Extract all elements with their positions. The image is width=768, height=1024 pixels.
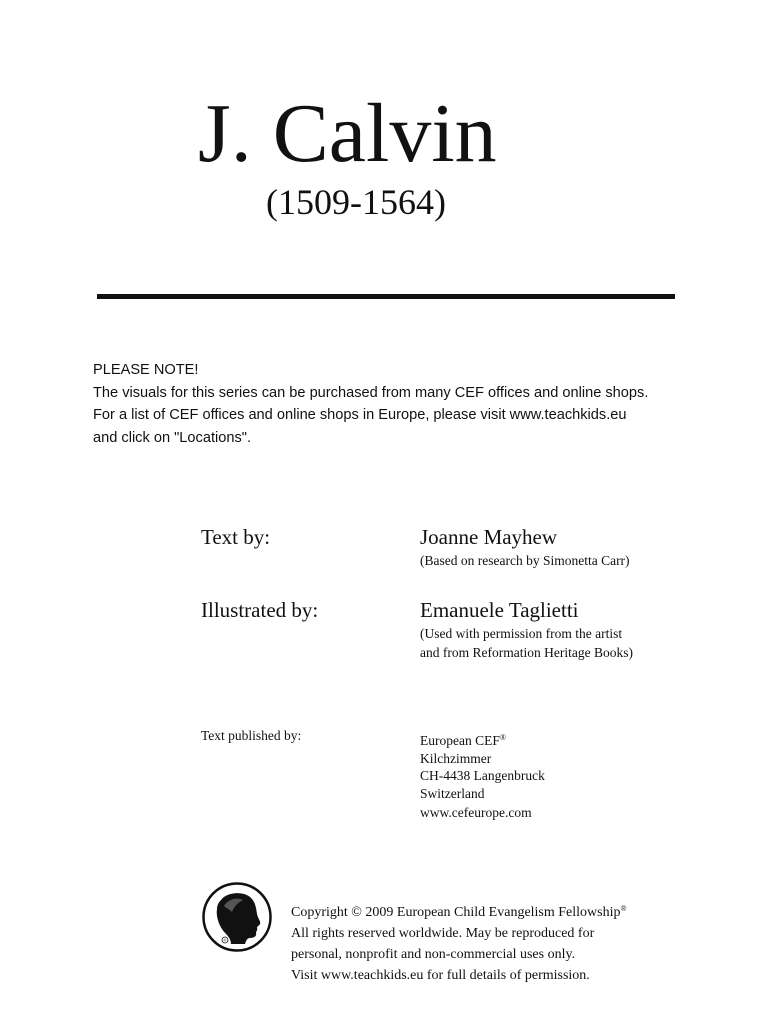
copyright-line (291, 898, 627, 923)
purchase-note (93, 359, 733, 449)
page-title: J. Calvin (198, 87, 497, 180)
publisher-street: Kilchzimmer (420, 750, 492, 766)
text-by-label: Text by: (201, 525, 271, 549)
publisher-org (420, 729, 545, 750)
illustrated-by-note-line: and from Reformation Heritage Books) (420, 644, 633, 660)
copyright-line-text: Copyright © 2009 European Child Evangelism Fellowship (291, 905, 621, 920)
illustrated-by-note (420, 625, 633, 662)
logo-registered-mark: ® (223, 937, 227, 943)
illustrated-by-name: Emanuele Taglietti (420, 598, 579, 622)
registered-mark: ® (620, 904, 627, 913)
publisher-label: Text published by: (201, 728, 302, 743)
note-line: For a list of CEF offices and online shops in Europe, please visit www.teachkids.eu (93, 407, 627, 423)
publisher-org-name: European CEF (420, 733, 500, 748)
publisher-country: Switzerland (420, 785, 485, 801)
cef-child-silhouette-icon (201, 882, 274, 952)
text-by-note: (Based on research by Simonetta Carr) (420, 553, 630, 568)
copyright-notice (291, 898, 627, 986)
registered-mark: ® (499, 733, 506, 742)
copyright-line: Visit www.teachkids.eu for full details of permission. (291, 968, 590, 983)
illustrated-by-note-line: (Used with permission from the artist (420, 626, 623, 641)
copyright-line: All rights reserved worldwide. May be reproduced for (291, 926, 595, 941)
cef-logo-icon (201, 882, 274, 952)
horizontal-divider (97, 294, 675, 299)
note-line: and click on "Locations". (93, 429, 252, 446)
illustrated-by-label: Illustrated by: (201, 598, 319, 622)
copyright-line: personal, nonprofit and non-commercial uses only. (291, 947, 576, 962)
text-by-name: Joanne Mayhew (420, 525, 558, 549)
lifespan-dates: (1509-1564) (266, 182, 446, 222)
publisher-website: www.cefeurope.com (420, 805, 532, 820)
note-heading: PLEASE NOTE! (93, 362, 199, 378)
note-line: The visuals for this series can be purchased from many CEF offices and online shops. (93, 384, 649, 401)
publisher-city: CH-4438 Langenbruck (420, 768, 545, 783)
publisher-address (420, 729, 545, 802)
